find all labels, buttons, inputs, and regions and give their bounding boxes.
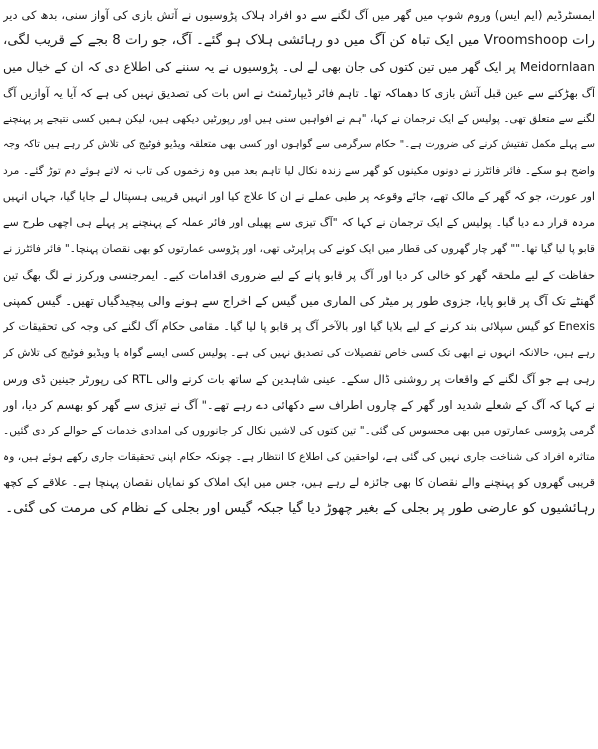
article-line: متاثرہ افراد کی شناخت جاری نہیں کی گئی ہے، لواحقین کی اطلاع کا انتظار ہے۔ چونکہ حکام اپنی تحقیقات جاری رکھے ہوئے ہیں، وہ — [3, 451, 595, 463]
article-line: رہی ہے جو آگ لگنے کے واقعات پر روشنی ڈال سکے۔ عینی شاہدین کے ساتھ بات کرنے والی RTL کی رپورٹر جینین ڈی ورس — [3, 372, 595, 386]
article-line: گرمی پڑوسی عمارتوں میں بھی محسوس کی گئی۔" تین کتوں کی لاشیں نکال کر جانوروں کی امدادی خدمات کے حوالے کر دی گئیں۔ — [3, 425, 595, 437]
article-line: گھنٹے تک آگ پر قابو پایا، جزوی طور پر میٹر کی الماری میں گیس کے اخراج سے ہونے والی پیچیدگیاں تھیں۔ گیس کمپنی — [3, 294, 595, 308]
article-line: حفاظت کے لیے ملحقہ گھر کو خالی کر دیا اور آگ پر قابو پانے کے لیے ضروری اقدامات کیے۔ ایمرجنسی ورکرز نے لگ بھگ تین — [3, 268, 595, 282]
article-line: واضح ہو سکے۔ فائر فائٹرز نے دونوں مکینوں کو گھر سے زندہ نکال لیا تاہم بعد میں وہ زخموں کی تاب نہ لاتے ہوئے دم توڑ گئے۔ مرد — [3, 165, 595, 177]
article-line: مردہ قرار دے دیا گیا۔ پولیس کے ایک ترجمان نے کہا کہ "آگ تیزی سے پھیلی اور فائر عملہ کے پہنچنے پر پہلے ہی اچھی طرح سے — [3, 216, 595, 229]
article-line: Meidornlaan پر ایک گھر میں تین کتوں کی جان بھی لے لی۔ پڑوسیوں نے یہ سننے کی اطلاع دی کہ ان کے خیال میں — [3, 60, 595, 74]
article-line: قریبی گھروں کو پہنچنے والے نقصان کا بھی جائزہ لے رہے ہیں، جس میں ایک املاک کو نمایاں نقصان پہنچا ہے۔ علاقے کے کچھ — [3, 476, 595, 489]
article-line: رہے ہیں، حالانکہ انہوں نے ابھی تک کسی خاص تفصیلات کی تصدیق نہیں کی ہے۔ پولیس کسی ایسے گواہ یا ویڈیو فوٹیج کی تلاش کر — [3, 347, 595, 359]
article-line: رات Vroomshoop میں ایک تباہ کن آگ میں دو رہائشی ہلاک ہو گئے۔ آگ، جو رات 8 بجے کے قریب لگی، — [3, 33, 595, 48]
article-line: اور عورت، جو کہ گھر کے مالک تھے، جائے وقوعہ پر طبی عملے نے ان کا علاج کیا اور انہیں قریبی ہسپتال لے جایا گیا، جہاں انہیں — [3, 190, 595, 203]
article-line: سے پہلے مکمل تفتیش کرنے کی ضرورت ہے۔" حکام سرگرمی سے گواہوں اور کسی بھی متعلقہ ویڈیو فوٹیج کی تلاش کر رہے ہیں تاکہ وجہ — [3, 139, 595, 150]
article-line: آگ بھڑکنے سے عین قبل آتش بازی کا دھماکہ تھا۔ تاہم فائر ڈیپارٹمنٹ نے اس بات کی تصدیق نہیں کی ہے کہ آیا یہ آوازیں آگ — [3, 86, 595, 100]
article-line: Enexis کو گیس سپلائی بند کرنے کے لیے بلایا گیا اور بالآخر آگ پر قابو پا لیا گیا۔ مقامی حکام آگ لگنے کی وجہ کی تحقیقات کر — [3, 320, 595, 333]
article-line: نے کہا کہ آگ کے شعلے شدید اور گھر کے چاروں اطراف سے دکھائی دے رہے تھے۔" آگ نے تیزی سے گھر کو بھسم کر دیا، اور — [3, 398, 595, 412]
article-line: رہائشیوں کو عارضی طور پر بجلی کے بغیر چھوڑ دیا گیا جبکہ گیس اور بجلی کے نظام کی مرمت کی گئی۔ — [5, 501, 595, 516]
article-line: لگنے سے متعلق تھی۔ پولیس کے ایک ترجمان نے کہا، "ہم نے افواہیں سنی ہیں اور رپورٹیں دیکھی ہیں، لیکن ہمیں کسی نتیجے پر پہنچنے — [3, 113, 595, 125]
article-line: ایمسٹرڈیم (ایم ایس) وروم شوپ میں گھر میں آگ لگنے سے دو افراد ہلاک پڑوسیوں نے آتش بازی کی آواز سنی، بدھ کی دیر — [3, 8, 595, 22]
article-line: قابو پا لیا گیا تھا۔"" گھر چار گھروں کی قطار میں ایک کونے کی پراپرٹی تھی، اور پڑوسی عمارتوں کو بھی نقصان پہنچا۔" فائر فائٹرز نے — [3, 243, 595, 255]
